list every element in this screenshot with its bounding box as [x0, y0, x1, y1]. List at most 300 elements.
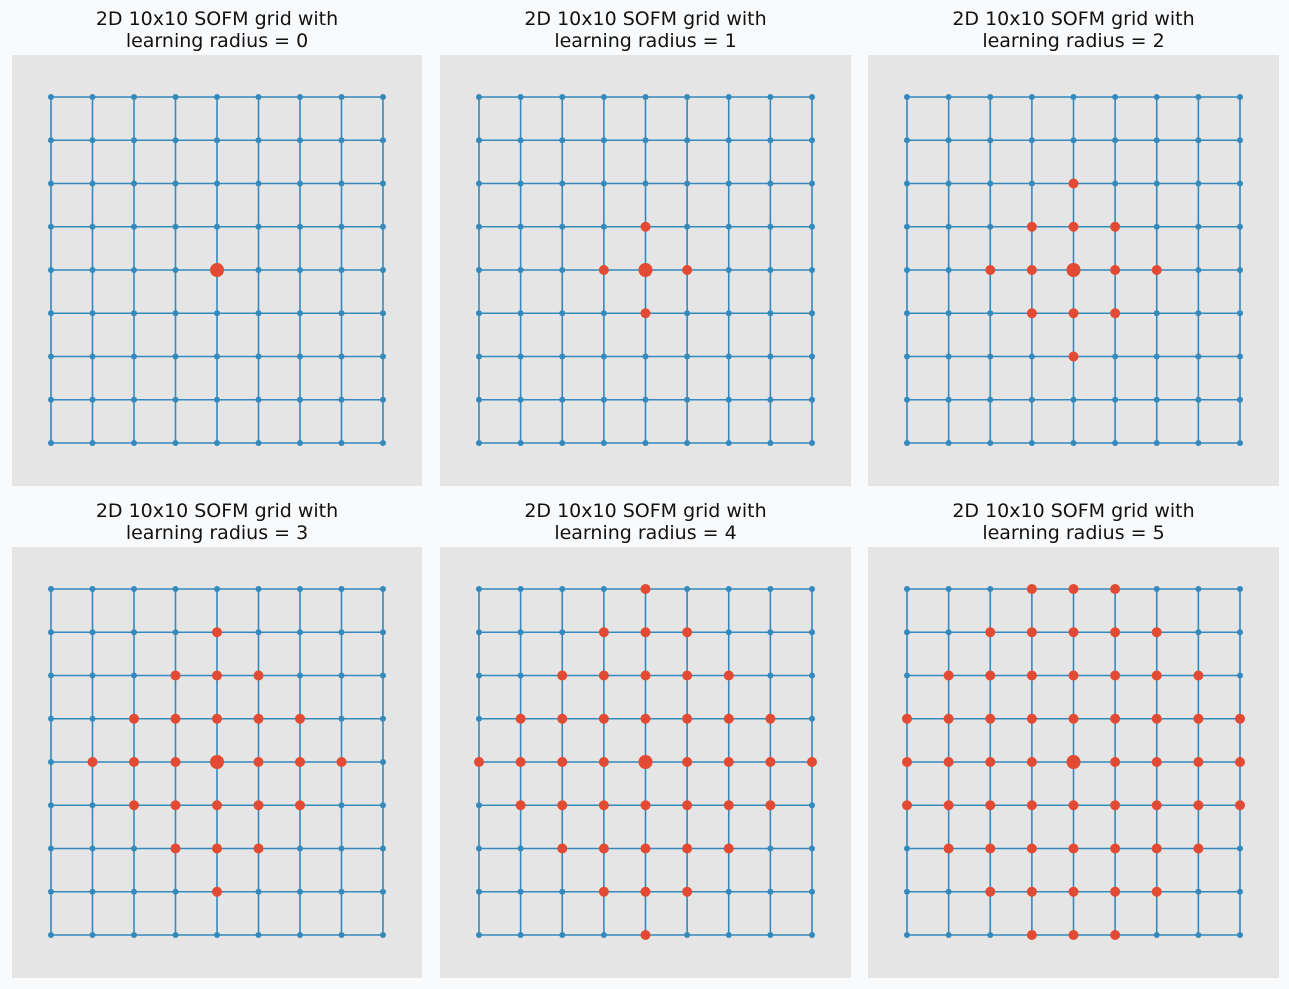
grid-node — [173, 440, 179, 446]
neighbor-node — [88, 757, 98, 767]
grid-node — [1154, 137, 1160, 143]
grid-node — [1237, 932, 1243, 938]
grid-node — [297, 846, 303, 852]
grid-node — [601, 932, 607, 938]
chart-title-line2: learning radius = 2 — [982, 30, 1165, 52]
neighbor-node — [1193, 844, 1203, 854]
grid-node — [904, 673, 910, 679]
grid-node — [726, 137, 732, 143]
neighbor-node — [1152, 887, 1162, 897]
grid-node — [173, 932, 179, 938]
grid-node — [946, 310, 952, 316]
grid-node — [256, 586, 262, 592]
grid-node — [946, 440, 952, 446]
grid-node — [214, 932, 220, 938]
grid-node — [131, 94, 137, 100]
neighbor-node — [171, 757, 181, 767]
grid-node — [48, 802, 54, 808]
grid-node — [297, 586, 303, 592]
neighbor-node — [516, 714, 526, 724]
grid-node — [90, 354, 96, 360]
grid-node — [476, 224, 482, 230]
grid-node — [214, 181, 220, 187]
grid-node — [476, 310, 482, 316]
grid-node — [767, 94, 773, 100]
neighbor-node — [765, 714, 775, 724]
neighbor-node — [1110, 714, 1120, 724]
grid-node — [339, 440, 345, 446]
grid-node — [767, 310, 773, 316]
neighbor-node — [682, 627, 692, 637]
grid-node — [297, 94, 303, 100]
grid-node — [48, 586, 54, 592]
grid-node — [559, 586, 565, 592]
chart-panel — [12, 8, 422, 486]
grid-node — [684, 932, 690, 938]
grid-node — [1029, 137, 1035, 143]
chart-title — [12, 8, 422, 52]
grid-node — [767, 673, 773, 679]
grid-node — [809, 629, 815, 635]
neighbor-node — [724, 671, 734, 681]
grid-node — [1071, 137, 1077, 143]
neighbor-node — [641, 887, 651, 897]
chart-title-line1: 2D 10x10 SOFM grid with — [524, 8, 767, 30]
grid-node — [1195, 440, 1201, 446]
grid-node — [380, 181, 386, 187]
neighbor-node — [1235, 800, 1245, 810]
neighbor-node — [1069, 844, 1079, 854]
neighbor-node — [724, 800, 734, 810]
grid-node — [684, 310, 690, 316]
grid-node — [809, 889, 815, 895]
grid-node — [1154, 94, 1160, 100]
neighbor-node — [1069, 627, 1079, 637]
grid-node — [684, 94, 690, 100]
grid-node — [559, 440, 565, 446]
grid-node — [339, 397, 345, 403]
neighbor-node — [557, 844, 567, 854]
grid-node — [518, 846, 524, 852]
grid-node — [214, 224, 220, 230]
grid-node — [904, 629, 910, 635]
chart-title-line2: learning radius = 4 — [554, 522, 737, 544]
grid-node — [90, 673, 96, 679]
grid-node — [1029, 94, 1035, 100]
neighbor-node — [1027, 800, 1037, 810]
grid-node — [380, 354, 386, 360]
neighbor-node — [295, 800, 305, 810]
grid-node — [809, 440, 815, 446]
grid-node — [256, 889, 262, 895]
neighbor-node — [1069, 352, 1079, 362]
grid-node — [904, 94, 910, 100]
grid-node — [297, 267, 303, 273]
grid-node — [256, 224, 262, 230]
grid-node — [726, 932, 732, 938]
neighbor-node — [254, 757, 264, 767]
grid-node — [904, 224, 910, 230]
neighbor-node — [682, 671, 692, 681]
grid-node — [48, 440, 54, 446]
grid-node — [1195, 397, 1201, 403]
grid-node — [339, 716, 345, 722]
grid-node — [987, 94, 993, 100]
grid-node — [173, 889, 179, 895]
grid-node — [1237, 586, 1243, 592]
neighbor-node — [944, 800, 954, 810]
grid-node — [987, 932, 993, 938]
grid-node — [380, 932, 386, 938]
grid-node — [726, 94, 732, 100]
grid-node — [726, 440, 732, 446]
grid-node — [946, 586, 952, 592]
grid-node — [904, 932, 910, 938]
grid-node — [601, 310, 607, 316]
neighbor-node — [1027, 627, 1037, 637]
grid-node — [767, 440, 773, 446]
neighbor-node — [1235, 757, 1245, 767]
grid-node — [131, 137, 137, 143]
neighbor-node — [1152, 844, 1162, 854]
neighbor-node — [985, 671, 995, 681]
grid-node — [767, 267, 773, 273]
grid-node — [726, 629, 732, 635]
grid-node — [559, 181, 565, 187]
grid-node — [48, 310, 54, 316]
grid-node — [518, 889, 524, 895]
grid-node — [946, 94, 952, 100]
grid-node — [518, 137, 524, 143]
winner-node — [1067, 755, 1081, 769]
grid-node — [1195, 310, 1201, 316]
grid-node — [559, 94, 565, 100]
grid-node — [987, 397, 993, 403]
grid-node — [297, 932, 303, 938]
grid-node — [256, 94, 262, 100]
grid-node — [643, 181, 649, 187]
neighbor-node — [682, 757, 692, 767]
neighbor-node — [516, 800, 526, 810]
grid-node — [339, 137, 345, 143]
grid-node — [1237, 224, 1243, 230]
neighbor-node — [254, 800, 264, 810]
grid-node — [767, 181, 773, 187]
grid-node — [297, 397, 303, 403]
grid-node — [48, 759, 54, 765]
grid-node — [1154, 224, 1160, 230]
neighbor-node — [212, 627, 222, 637]
neighbor-node — [1193, 757, 1203, 767]
grid-node — [256, 310, 262, 316]
grid-node — [809, 397, 815, 403]
grid-node — [380, 137, 386, 143]
grid-node — [643, 137, 649, 143]
grid-node — [297, 629, 303, 635]
neighbor-node — [1110, 627, 1120, 637]
neighbor-node — [1152, 627, 1162, 637]
grid-node — [1237, 397, 1243, 403]
neighbor-node — [902, 714, 912, 724]
grid-node — [767, 932, 773, 938]
neighbor-node — [944, 757, 954, 767]
grid-node — [48, 397, 54, 403]
grid-node — [946, 181, 952, 187]
grid-node — [90, 224, 96, 230]
neighbor-node — [1027, 930, 1037, 940]
grid-node — [726, 586, 732, 592]
grid-node — [1112, 181, 1118, 187]
grid-node — [1112, 440, 1118, 446]
chart-title-line2: learning radius = 3 — [125, 522, 309, 544]
grid-node — [256, 932, 262, 938]
grid-node — [256, 354, 262, 360]
grid-node — [809, 310, 815, 316]
chart-title-line2: learning radius = 1 — [554, 30, 737, 52]
grid-node — [380, 310, 386, 316]
grid-node — [173, 586, 179, 592]
neighbor-node — [1152, 714, 1162, 724]
grid-node — [297, 224, 303, 230]
grid-node — [256, 397, 262, 403]
chart-title — [868, 8, 1279, 52]
grid-node — [809, 586, 815, 592]
neighbor-node — [171, 844, 181, 854]
grid-node — [297, 440, 303, 446]
grid-node — [559, 224, 565, 230]
grid-node — [297, 889, 303, 895]
grid-node — [946, 629, 952, 635]
grid-node — [809, 716, 815, 722]
grid-node — [131, 846, 137, 852]
grid-node — [1154, 354, 1160, 360]
neighbor-node — [985, 757, 995, 767]
grid-node — [131, 586, 137, 592]
grid-node — [809, 354, 815, 360]
grid-node — [684, 440, 690, 446]
grid-node — [904, 586, 910, 592]
grid-node — [297, 354, 303, 360]
neighbor-node — [599, 671, 609, 681]
neighbor-node — [1152, 671, 1162, 681]
grid-node — [1112, 94, 1118, 100]
grid-node — [48, 673, 54, 679]
grid-node — [476, 267, 482, 273]
grid-node — [214, 310, 220, 316]
grid-node — [946, 932, 952, 938]
grid-node — [256, 267, 262, 273]
chart-title-line1: 2D 10x10 SOFM grid with — [952, 500, 1195, 522]
neighbor-node — [1110, 844, 1120, 854]
grid-node — [173, 354, 179, 360]
grid-node — [380, 629, 386, 635]
grid-node — [90, 310, 96, 316]
grid-node — [214, 137, 220, 143]
neighbor-node — [724, 714, 734, 724]
neighbor-node — [1027, 844, 1037, 854]
neighbor-node — [641, 308, 651, 318]
neighbor-node — [902, 757, 912, 767]
neighbor-node — [641, 627, 651, 637]
plot-area — [868, 55, 1279, 486]
grid-node — [1195, 354, 1201, 360]
neighbor-node — [254, 714, 264, 724]
neighbor-node — [944, 844, 954, 854]
sofm-grid-plot — [12, 55, 422, 486]
chart-panel — [12, 500, 422, 978]
grid-node — [131, 267, 137, 273]
grid-node — [1237, 673, 1243, 679]
grid-node — [1237, 310, 1243, 316]
grid-node — [1237, 354, 1243, 360]
grid-node — [48, 629, 54, 635]
grid-node — [1195, 629, 1201, 635]
grid-node — [1195, 932, 1201, 938]
grid-node — [518, 397, 524, 403]
grid-node — [476, 440, 482, 446]
grid-node — [90, 440, 96, 446]
grid-node — [726, 889, 732, 895]
neighbor-node — [1027, 308, 1037, 318]
grid-node — [559, 629, 565, 635]
chart-panel — [440, 8, 851, 486]
neighbor-node — [944, 671, 954, 681]
grid-node — [518, 354, 524, 360]
sofm-grid-plot — [440, 55, 851, 486]
grid-node — [339, 94, 345, 100]
grid-node — [684, 137, 690, 143]
neighbor-node — [641, 930, 651, 940]
grid-node — [767, 224, 773, 230]
grid-node — [476, 673, 482, 679]
grid-node — [559, 310, 565, 316]
grid-node — [767, 397, 773, 403]
grid-node — [726, 310, 732, 316]
neighbor-node — [254, 671, 264, 681]
neighbor-node — [1069, 714, 1079, 724]
grid-node — [987, 224, 993, 230]
grid-node — [339, 310, 345, 316]
neighbor-node — [944, 714, 954, 724]
neighbor-node — [474, 757, 484, 767]
grid-node — [476, 889, 482, 895]
grid-node — [1237, 181, 1243, 187]
grid-node — [726, 224, 732, 230]
grid-node — [297, 673, 303, 679]
grid-node — [48, 846, 54, 852]
grid-node — [904, 846, 910, 852]
neighbor-node — [1152, 265, 1162, 275]
neighbor-node — [557, 757, 567, 767]
grid-node — [601, 94, 607, 100]
neighbor-node — [985, 887, 995, 897]
neighbor-node — [212, 800, 222, 810]
grid-node — [601, 397, 607, 403]
grid-node — [380, 440, 386, 446]
neighbor-node — [724, 757, 734, 767]
neighbor-node — [1152, 800, 1162, 810]
grid-node — [946, 267, 952, 273]
grid-node — [767, 889, 773, 895]
grid-node — [518, 94, 524, 100]
grid-node — [48, 267, 54, 273]
grid-node — [90, 846, 96, 852]
grid-node — [1071, 440, 1077, 446]
neighbor-node — [641, 671, 651, 681]
grid-node — [809, 224, 815, 230]
grid-node — [684, 586, 690, 592]
grid-node — [214, 440, 220, 446]
grid-node — [214, 586, 220, 592]
neighbor-node — [129, 714, 139, 724]
grid-node — [380, 759, 386, 765]
grid-node — [1112, 397, 1118, 403]
neighbor-node — [682, 265, 692, 275]
neighbor-node — [171, 800, 181, 810]
neighbor-node — [641, 844, 651, 854]
grid-node — [48, 94, 54, 100]
grid-node — [601, 586, 607, 592]
grid-node — [90, 629, 96, 635]
neighbor-node — [212, 671, 222, 681]
grid-node — [1195, 586, 1201, 592]
neighbor-node — [1110, 757, 1120, 767]
grid-node — [559, 137, 565, 143]
winner-node — [1067, 263, 1081, 277]
grid-node — [1195, 94, 1201, 100]
neighbor-node — [641, 222, 651, 232]
grid-node — [339, 846, 345, 852]
neighbor-node — [1069, 800, 1079, 810]
grid-node — [1195, 889, 1201, 895]
neighbor-node — [1193, 671, 1203, 681]
chart-title-line2: learning radius = 0 — [125, 30, 309, 52]
neighbor-node — [1027, 887, 1037, 897]
grid-node — [476, 846, 482, 852]
neighbor-node — [1069, 671, 1079, 681]
neighbor-node — [1069, 222, 1079, 232]
grid-node — [476, 716, 482, 722]
grid-node — [476, 181, 482, 187]
chart-title-line2: learning radius = 5 — [982, 522, 1165, 544]
grid-node — [946, 224, 952, 230]
grid-node — [643, 440, 649, 446]
neighbor-node — [599, 265, 609, 275]
neighbor-node — [599, 800, 609, 810]
neighbor-node — [557, 714, 567, 724]
grid-node — [339, 673, 345, 679]
neighbor-node — [516, 757, 526, 767]
grid-node — [1237, 94, 1243, 100]
chart-title — [12, 500, 422, 544]
grid-node — [339, 354, 345, 360]
grid-node — [48, 716, 54, 722]
grid-node — [1237, 889, 1243, 895]
grid-node — [1237, 440, 1243, 446]
neighbor-node — [1193, 800, 1203, 810]
grid-node — [726, 181, 732, 187]
chart-title-line1: 2D 10x10 SOFM grid with — [95, 8, 339, 30]
grid-node — [904, 137, 910, 143]
grid-node — [256, 137, 262, 143]
chart-title — [868, 500, 1279, 544]
grid-node — [173, 224, 179, 230]
grid-node — [214, 397, 220, 403]
winner-node — [639, 755, 653, 769]
grid-node — [518, 932, 524, 938]
grid-node — [904, 310, 910, 316]
grid-node — [339, 889, 345, 895]
